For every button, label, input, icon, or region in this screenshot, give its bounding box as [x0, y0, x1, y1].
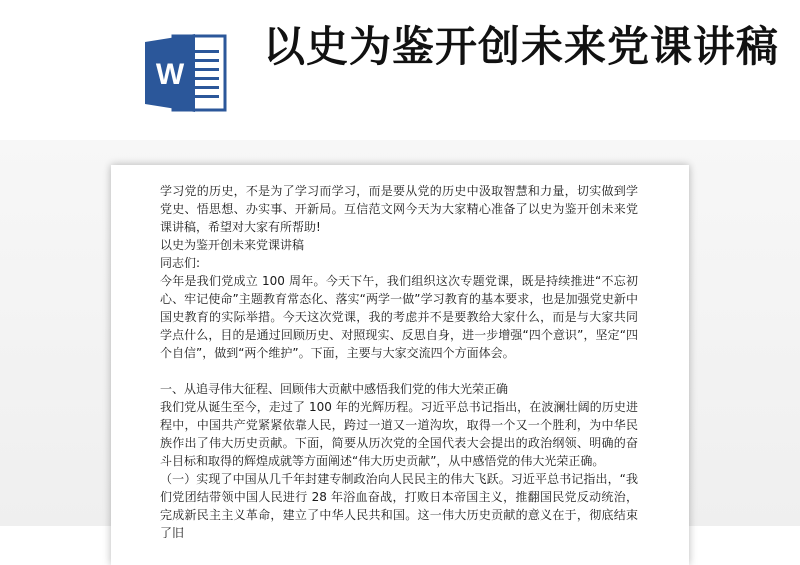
document-body: [160, 182, 638, 542]
blank-line: [160, 362, 638, 380]
body-paragraph: 我们党从诞生至今，走过了 100 年的光辉历程。习近平总书记指出，在波澜壮阔的历史进程中，中国共产党紧紧依靠人民，跨过一道又一道沟坎，取得一个又一个胜利，为中华民族作出了伟大历史贡献。下面，简要从历次党的全国代表大会提出的政治纲领、明确的奋斗目标和取得的辉煌成就等方面阐述“伟大历史贡献”，从中感悟党的伟大光荣正确。: [160, 400, 638, 468]
header-banner: [0, 0, 800, 150]
document-heading: 以史为鉴开创未来党课讲稿: [160, 238, 305, 252]
intro-paragraph: 学习党的历史，不是为了学习而学习，而是要从党的历史中汲取智慧和力量，切实做到学党史、悟思想、办实事、开新局。互信范文网今天为大家精心准备了以史为鉴开创未来党课讲稿，希望对大家有所帮助!: [160, 184, 638, 234]
word-document-icon: [143, 30, 229, 116]
section-heading: 一、从追寻伟大征程、回顾伟大贡献中感悟我们党的伟大光荣正确: [160, 382, 509, 396]
body-paragraph: （一）实现了中国从几千年封建专制政治向人民民主的伟大飞跃。习近平总书记指出，“我们党团结带领中国人民进行 28 年浴血奋战，打败日本帝国主义，推翻国民党反动统治，完成新民主主义革命，建立了中华人民共和国。这一伟大历史贡献的意义在于，彻底结束了旧: [160, 472, 638, 540]
word-icon-letter: W: [155, 58, 185, 91]
page-title: 以史为鉴开创未来党课讲稿: [263, 22, 780, 71]
salutation: 同志们:: [160, 256, 201, 270]
opening-paragraph: 今年是我们党成立 100 周年。今天下午，我们组织这次专题党课，既是持续推进“不忘初心、牢记使命”主题教育常态化、落实“两学一做”学习教育的基本要求，也是加强党史新中国史教育的实际举措。今天这次党课，我的考虑并不是要教给大家什么，而是与大家共同学点什么，目的是通过回顾历史、对照现实、反思自身，进一步增强“四个意识”，坚定“四个自信”，做到“两个维护”。下面，主要与大家交流四个方面体会。: [160, 274, 638, 360]
